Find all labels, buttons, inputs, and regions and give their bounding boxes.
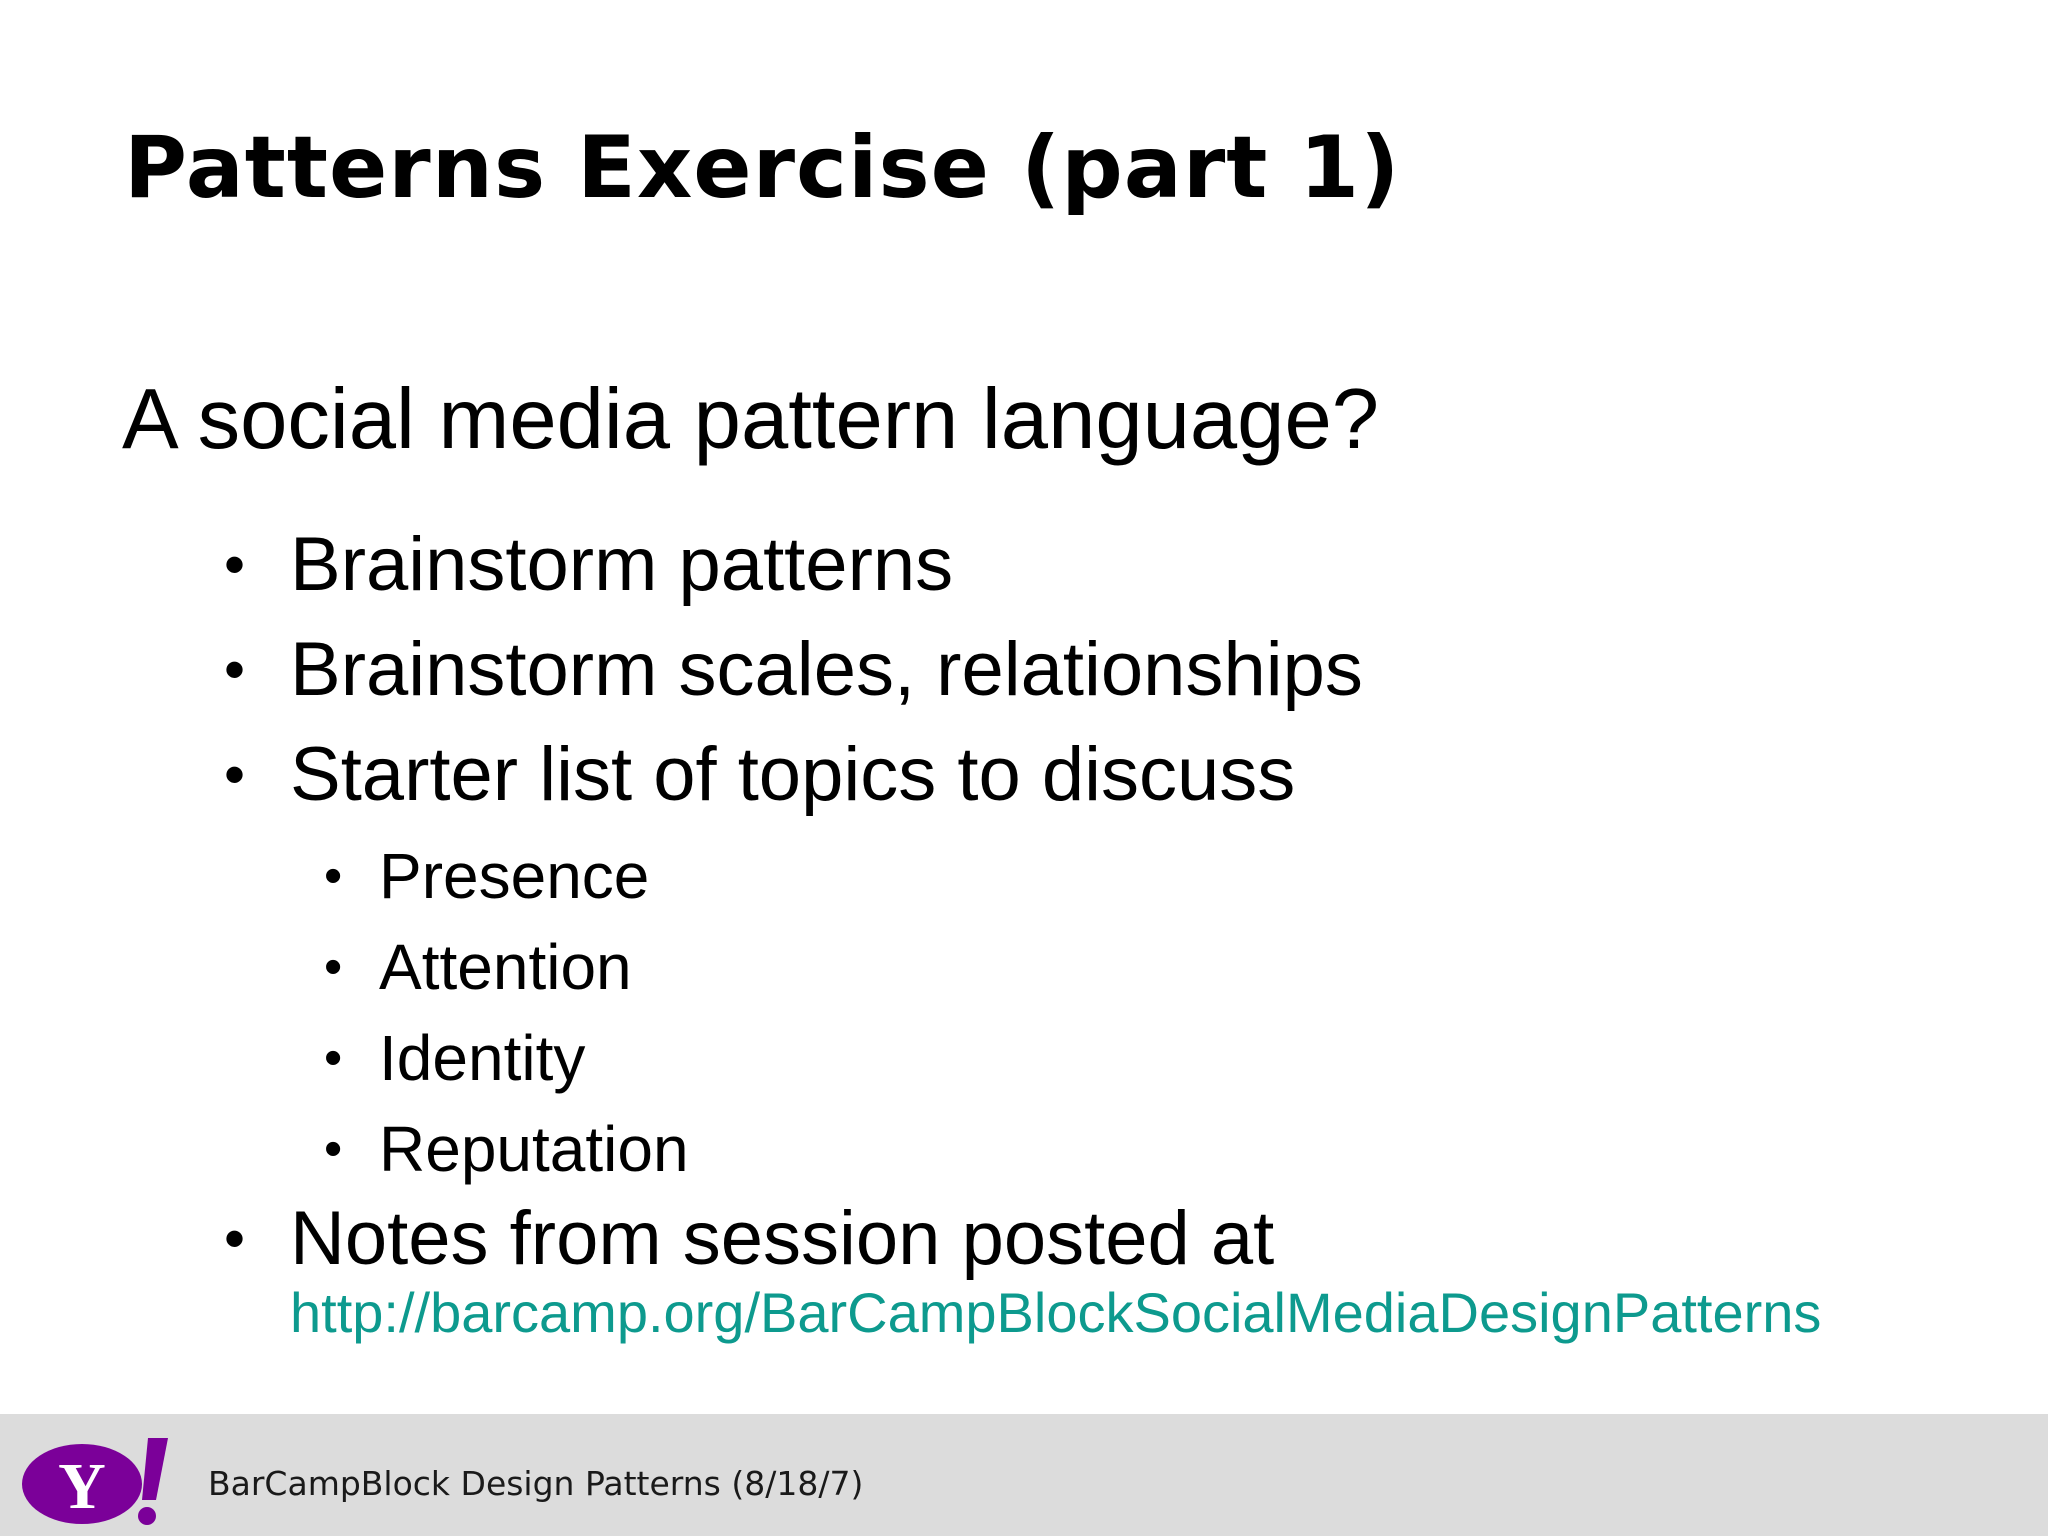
sub-bullet-text: Reputation bbox=[379, 1113, 689, 1185]
yahoo-logo-icon bbox=[18, 1432, 170, 1528]
sub-bullet-text: Identity bbox=[379, 1022, 586, 1094]
bullet-icon: • bbox=[224, 636, 246, 703]
svg-text:Y: Y bbox=[58, 1450, 106, 1523]
footer-bar bbox=[0, 1414, 2048, 1536]
bullet-icon: • bbox=[224, 1205, 246, 1272]
slide-subtitle: A social media pattern language? bbox=[122, 372, 1379, 467]
bullet-text: Starter list of topics to discuss bbox=[290, 732, 1296, 817]
bullet-icon: • bbox=[224, 531, 246, 598]
sub-bullet-icon: • bbox=[324, 938, 343, 996]
bullet-text: Brainstorm patterns bbox=[290, 522, 954, 607]
sub-bullet-icon: • bbox=[324, 1120, 343, 1178]
sub-bullet-text: Presence bbox=[379, 840, 650, 912]
sub-bullet-text: Attention bbox=[379, 931, 632, 1003]
bullet-icon: • bbox=[224, 741, 246, 808]
sub-bullet-icon: • bbox=[324, 847, 343, 905]
sub-bullet-icon: • bbox=[324, 1029, 343, 1087]
notes-text: Notes from session posted at bbox=[290, 1196, 1275, 1281]
footer-caption: BarCampBlock Design Patterns (8/18/7) bbox=[208, 1464, 864, 1503]
bullet-text: Brainstorm scales, relationships bbox=[290, 627, 1363, 712]
slide-title: Patterns Exercise (part 1) bbox=[124, 118, 1401, 218]
notes-link[interactable]: http://barcamp.org/BarCampBlockSocialMediaDesignPatterns bbox=[290, 1281, 1822, 1344]
